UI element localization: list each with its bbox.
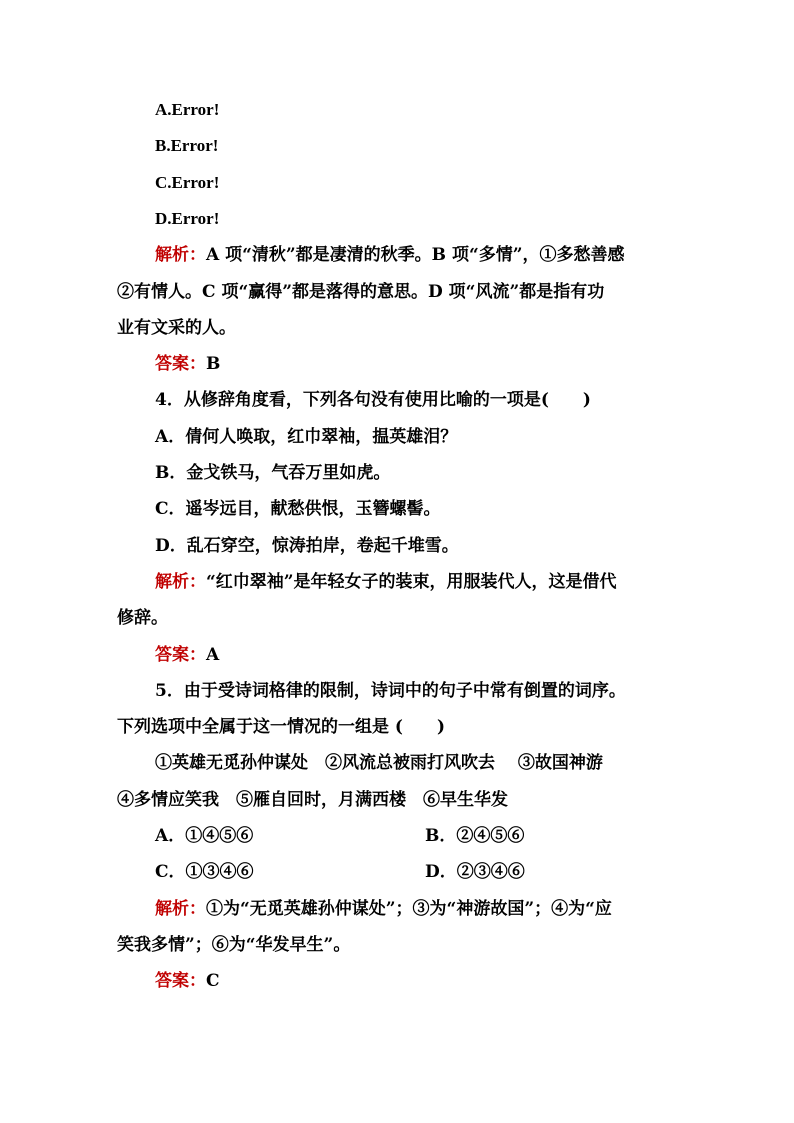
analysis-label: 解析： bbox=[155, 899, 206, 919]
q5-items-line-2: ④多情应笑我 ⑤雁自回时，月满西楼 ⑥早生华发 bbox=[117, 790, 508, 810]
q5-stem-line-1: 5．由于受诗词格律的限制，诗词中的句子中常有倒置的词序。 bbox=[155, 681, 626, 701]
analysis-text: A 项“清秋”都是凄清的秋季。B 项“多情”，①多愁善感 bbox=[206, 245, 625, 265]
q3-option-c: C.Error! bbox=[155, 173, 220, 192]
analysis-text: “红巾翠袖”是年轻女子的装束，用服装代人，这是借代 bbox=[206, 572, 617, 592]
q4-analysis-line-1 bbox=[155, 571, 617, 593]
q5-analysis-line-1 bbox=[155, 898, 612, 920]
q5-option-b: B．②④⑤⑥ bbox=[425, 826, 525, 846]
q5-option-c: C．①③④⑥ bbox=[155, 862, 254, 882]
q5-items-line-1: ①英雄无觅孙仲谋处 ②风流总被雨打风吹去 ③故国神游 bbox=[155, 753, 603, 773]
answer-value: A bbox=[206, 645, 220, 665]
q5-options-row-1 bbox=[155, 825, 675, 847]
q3-analysis-line-3: 业有文采的人。 bbox=[117, 318, 236, 338]
q4-answer bbox=[155, 644, 219, 666]
q4-analysis-line-2: 修辞。 bbox=[117, 608, 168, 628]
answer-label: 答案： bbox=[155, 354, 206, 374]
q5-option-d: D．②③④⑥ bbox=[425, 862, 525, 882]
q3-analysis-line-2: ②有情人。C 项“赢得”都是落得的意思。D 项“风流”都是指有功 bbox=[117, 282, 605, 302]
answer-label: 答案： bbox=[155, 645, 206, 665]
analysis-label: 解析： bbox=[155, 572, 206, 592]
q4-option-d: D．乱石穿空，惊涛拍岸，卷起千堆雪。 bbox=[155, 536, 459, 556]
q5-analysis-line-2: 笑我多情”；⑥为“华发早生”。 bbox=[117, 935, 351, 955]
q4-option-b: B．金戈铁马，气吞万里如虎。 bbox=[155, 463, 391, 483]
q5-options-row-2 bbox=[155, 861, 675, 883]
q5-stem-line-2: 下列选项中全属于这一情况的一组是 ( ) bbox=[117, 717, 446, 737]
q4-option-c: C．遥岑远目，献愁供恨，玉簪螺髻。 bbox=[155, 499, 441, 519]
analysis-text: ①为“无觅英雄孙仲谋处”；③为“神游故国”；④为“应 bbox=[206, 899, 612, 919]
answer-value: B bbox=[206, 354, 221, 374]
answer-value: C bbox=[206, 971, 220, 991]
q3-option-a: A.Error! bbox=[155, 100, 220, 119]
q3-option-b: B.Error! bbox=[155, 136, 219, 155]
q3-analysis-line-1 bbox=[155, 244, 625, 266]
analysis-label: 解析： bbox=[155, 245, 206, 265]
q4-option-a: A．倩何人唤取，红巾翠袖，揾英雄泪？ bbox=[155, 427, 458, 447]
q3-answer bbox=[155, 353, 220, 375]
q3-option-d: D.Error! bbox=[155, 209, 220, 228]
q5-answer bbox=[155, 970, 220, 992]
q4-stem: 4．从修辞角度看，下列各句没有使用比喻的一项是( ) bbox=[155, 390, 591, 410]
q5-option-a: A．①④⑤⑥ bbox=[155, 826, 254, 846]
answer-label: 答案： bbox=[155, 971, 206, 991]
